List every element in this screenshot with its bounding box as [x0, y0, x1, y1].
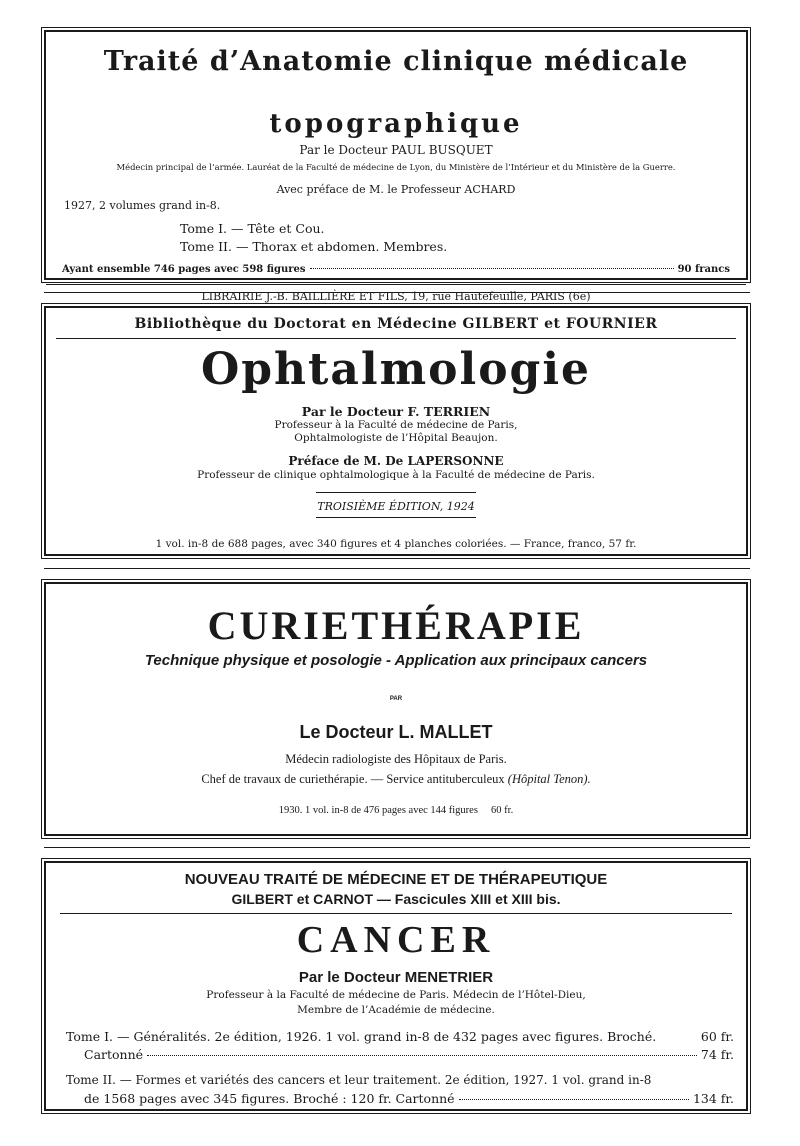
ad4-tome1-cart-price: 74 fr. — [700, 1047, 734, 1062]
ad1-title-line2: topographique — [269, 109, 523, 139]
ad3-cred2 — [46, 772, 746, 787]
ad2-series: Bibliothèque du Doctorat en Médecine GILBERT et FOURNIER — [134, 316, 658, 332]
ad1-price-line — [62, 264, 730, 275]
ad1-tome2: Tome II. — Thorax et abdomen. Membres. — [180, 239, 448, 254]
ad1-edition: 1927, 2 volumes grand in-8. — [64, 199, 221, 212]
advert-cancer — [44, 861, 748, 1111]
ad3-hospital: (Hôpital Tenon). — [507, 772, 591, 786]
divider — [46, 284, 746, 285]
ad1-title-line1: Traité d’Anatomie clinique médicale — [103, 46, 689, 77]
ad2-volume: 1 vol. in-8 de 688 pages, avec 340 figures et 4 planches coloriées. — France, franco, 57 fr. — [155, 538, 637, 550]
ad2-cred2: Ophtalmologiste de l’Hôpital Beaujon. — [294, 432, 498, 444]
separator-rule — [44, 292, 750, 293]
ad2-edition: TROISIÈME ÉDITION, 1924 — [317, 500, 475, 513]
ad3-author: Le Docteur L. MALLET — [299, 722, 493, 742]
ad4-tome1-line — [66, 1029, 734, 1044]
dot-leader — [310, 268, 674, 269]
ad4-tome2: Tome II. — Formes et variétés des cancers et leur traitement. 2e édition, 1927. 1 vol. grand in-8 — [66, 1073, 652, 1087]
ad1-preface: Avec préface de M. le Professeur ACHARD — [276, 183, 516, 196]
ad1-author: Par le Docteur PAUL BUSQUET — [299, 143, 493, 157]
ad3-title: CURIETHÉRAPIE — [207, 603, 585, 648]
ad4-tome2-line — [84, 1091, 734, 1106]
ad4-cred1: Professeur à la Faculté de médecine de Paris. Médecin de l’Hôtel-Dieu, — [206, 989, 586, 1001]
ad2-preface-cred: Professeur de clinique ophtalmologique à la Faculté de médecine de Paris. — [197, 469, 595, 481]
ad3-volume: 1930. 1 vol. in-8 de 476 pages avec 144 figures 60 fr. — [278, 805, 514, 816]
ad4-author: Par le Docteur MENETRIER — [298, 969, 494, 986]
ad3-par: PAR — [389, 696, 403, 702]
ad2-preface: Préface de M. De LAPERSONNE — [288, 454, 504, 468]
ad3-cred1: Médecin radiologiste des Hôpitaux de Paris. — [285, 752, 507, 766]
ad1-price: 90 francs — [677, 264, 730, 275]
ad4-title: CANCER — [296, 919, 496, 961]
ad4-tome1-cart-line — [84, 1047, 734, 1062]
ad4-tome1: Tome I. — Généralités. 2e édition, 1926. 1 vol. grand in-8 de 432 pages avec figures. Broché. — [66, 1029, 657, 1044]
advert-ophtalmologie — [44, 306, 748, 556]
ad2-cred1: Professeur à la Faculté de médecine de Paris, — [274, 419, 518, 431]
ad4-series2: GILBERT et CARNOT — Fascicules XIII et XIII bis. — [231, 891, 561, 907]
separator-rule — [44, 847, 750, 848]
ad4-series1: NOUVEAU TRAITÉ DE MÉDECINE ET DE THÉRAPEUTIQUE — [184, 871, 608, 888]
divider — [316, 517, 476, 518]
ad4-tome2-price: 134 fr. — [692, 1091, 734, 1106]
ad1-tome1: Tome I. — Tête et Cou. — [180, 221, 325, 236]
ad4-tome1-price: 60 fr. — [700, 1029, 734, 1044]
ad1-price-label: Ayant ensemble 746 pages avec 598 figures — [62, 264, 306, 275]
dot-leader — [459, 1099, 689, 1100]
divider — [60, 913, 732, 914]
ad2-author: Par le Docteur F. TERRIEN — [301, 404, 491, 419]
dot-leader — [147, 1055, 697, 1056]
divider — [316, 492, 476, 493]
ad4-tome1-cart: Cartonné — [84, 1047, 144, 1062]
advert-anatomie — [44, 30, 748, 303]
ad4-cred2: Membre de l’Académie de médecine. — [297, 1004, 495, 1016]
separator-rule — [44, 568, 750, 569]
ad3-subtitle: Technique physique et posologie - Application aux principaux cancers — [144, 652, 648, 669]
advert-curietherapie — [44, 582, 748, 836]
ad2-title: Ophtalmologie — [200, 344, 592, 395]
ad1-publisher: LIBRAIRIE J.-B. BAILLIÈRE ET FILS, 19, rue Hautefeuille, PARIS (6e) — [201, 290, 591, 303]
ad3-cred2-text: Chef de travaux de curiethérapie. — Service antituberculeux — [201, 772, 505, 786]
ad4-tome2-cont: de 1568 pages avec 345 figures. Broché : 120 fr. Cartonné — [84, 1091, 455, 1106]
divider — [56, 338, 736, 339]
ad1-credentials: Médecin principal de l’armée. Lauréat de la Faculté de médecine de Lyon, du Ministère de l’Intérieur et du Ministère de la Guerre. — [116, 162, 676, 172]
